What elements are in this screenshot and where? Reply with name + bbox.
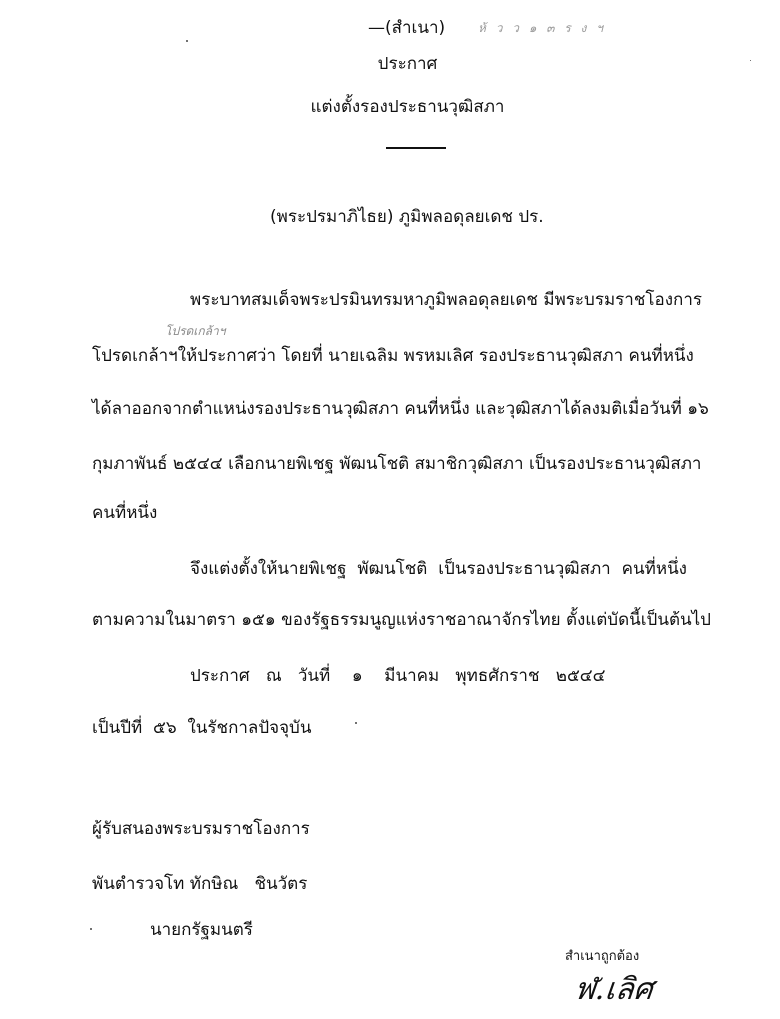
- scan-speck: [90, 928, 92, 930]
- body-line: กุมภาพันธ์ ๒๕๔๔ เลือกนายพิเชฐ พัฒนโชติ สมาชิกวุฒิสภา เป็นรองประธานวุฒิสภา: [92, 454, 702, 474]
- scan-speck: [750, 60, 751, 61]
- certified-copy-label: สำเนาถูกต้อง: [565, 949, 640, 964]
- countersign-position: นายกรัฐมนตรี: [150, 920, 253, 940]
- body-line: โปรดเกล้าฯให้ประกาศว่า โดยที่ นายเฉลิม พรหมเลิศ รองประธานวุฒิสภา คนที่หนึ่ง: [92, 346, 694, 366]
- announcement-date: ประกาศ ณ วันที่ ๑ มีนาคม พุทธศักราช ๒๕๔๔: [190, 666, 606, 686]
- scan-speck: [186, 40, 188, 42]
- handwritten-insertion: โปรดเกล้าฯ: [165, 324, 226, 338]
- countersign-name: พันตำรวจโท ทักษิณ ชินวัตร: [92, 874, 308, 894]
- faint-scribble: ห้ ว ว ๑ ๓ ร ง ฯ: [478, 21, 606, 35]
- royal-signature: (พระปรมาภิไธย) ภูมิพลอดุลยเดช ปร.: [270, 207, 544, 227]
- body-line: ได้ลาออกจากตำแหน่งรองประธานวุฒิสภา คนที่หนึ่ง และวุฒิสภาได้ลงมติเมื่อวันที่ ๑๖: [92, 399, 709, 419]
- document-title: ประกาศ: [377, 54, 438, 74]
- title-rule: [386, 147, 446, 149]
- document-subtitle: แต่งตั้งรองประธานวุฒิสภา: [310, 97, 505, 117]
- scan-speck: [355, 722, 357, 724]
- body-line: จึงแต่งตั้งให้นายพิเชฐ พัฒนโชติ เป็นรองประธานวุฒิสภา คนที่หนึ่ง: [190, 559, 687, 579]
- reign-year: เป็นปีที่ ๕๖ ในรัชกาลปัจจุบัน: [92, 718, 312, 738]
- countersign-role: ผู้รับสนองพระบรมราชโองการ: [92, 819, 310, 839]
- certifier-signature: ฬ.เลิศ: [573, 972, 655, 1007]
- body-line: ตามความในมาตรา ๑๕๑ ของรัฐธรรมนูญแห่งราชอาณาจักรไทย ตั้งแต่บัดนี้เป็นต้นไป: [92, 610, 711, 630]
- body-line: พระบาทสมเด็จพระปรมินทรมหาภูมิพลอดุลยเดช มีพระบรมราชโองการ: [190, 290, 703, 310]
- copy-label: —(สำเนา): [368, 18, 446, 38]
- body-line: คนที่หนึ่ง: [92, 503, 158, 523]
